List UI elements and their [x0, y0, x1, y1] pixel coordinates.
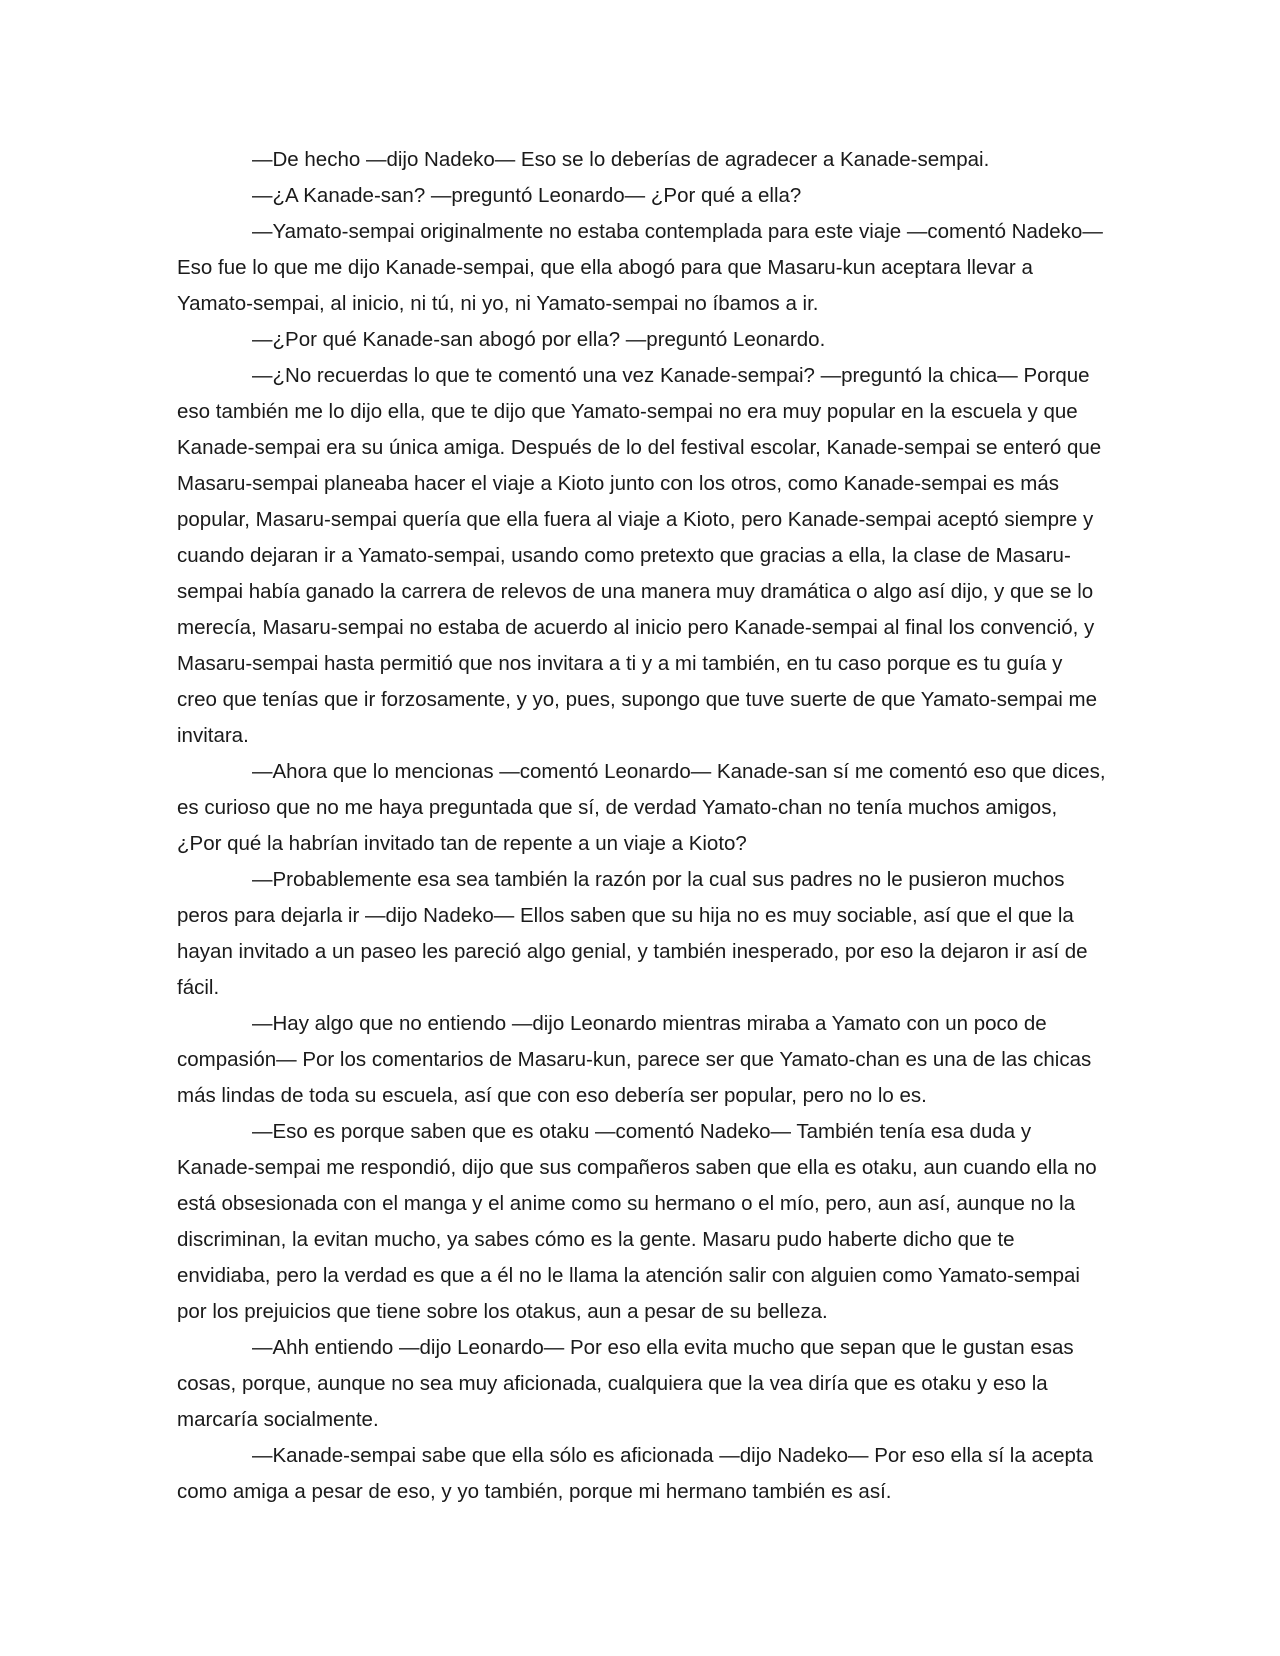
paragraph: —De hecho —dijo Nadeko— Eso se lo deberías de agradecer a Kanade-sempai.	[252, 148, 990, 171]
body-text	[177, 142, 1107, 1510]
paragraph: —Eso es porque saben que es otaku —comentó Nadeko— También tenía esa duda y Kanade-sempai me respondió, dijo que sus compañeros saben que ella es otaku, aun cuando ella no está obsesionada con el manga y el anime como su hermano o el mío, pero, aun así, aunque no la discriminan, la evitan mucho, ya sabes cómo es la gente. Masaru pudo haberte dicho que te envidiaba, pero la verdad es que a él no le llama la atención salir con alguien como Yamato-sempai por los prejuicios que tiene sobre los otakus, aun a pesar de su belleza.	[177, 1120, 1097, 1323]
paragraph: —Kanade-sempai sabe que ella sólo es aficionada —dijo Nadeko— Por eso ella sí la acepta como amiga a pesar de eso, y yo también, porque mi hermano también es así.	[177, 1444, 1094, 1503]
paragraph: —¿A Kanade-san? —preguntó Leonardo— ¿Por qué a ella?	[252, 184, 802, 207]
paragraph: —Yamato-sempai originalmente no estaba contemplada para este viaje —comentó Nadeko— Eso fue lo que me dijo Kanade-sempai, que ella abogó para que Masaru-kun aceptara llevar a Yamato-sempai, al inicio, ni tú, ni yo, ni Yamato-sempai no íbamos a ir.	[177, 220, 1103, 315]
paragraph: —Hay algo que no entiendo —dijo Leonardo mientras miraba a Yamato con un poco de compasión— Por los comentarios de Masaru-kun, parece ser que Yamato-chan es una de las chicas más lindas de toda su escuela, así que con eso debería ser popular, pero no lo es.	[177, 1012, 1092, 1107]
paragraph: —¿Por qué Kanade-san abogó por ella? —preguntó Leonardo.	[252, 328, 826, 351]
paragraph: —Probablemente esa sea también la razón por la cual sus padres no le pusieron muchos peros para dejarla ir —dijo Nadeko— Ellos saben que su hija no es muy sociable, así que el que la hayan invitado a un paseo les pareció algo genial, y también inesperado, por eso la dejaron ir así de fácil.	[177, 868, 1088, 999]
paragraph: —Ahh entiendo —dijo Leonardo— Por eso ella evita mucho que sepan que le gustan esas cosas, porque, aunque no sea muy aficionada, cualquiera que la vea diría que es otaku y eso la marcaría socialmente.	[177, 1336, 1074, 1431]
paragraph: —¿No recuerdas lo que te comentó una vez Kanade-sempai? —preguntó la chica— Porque eso también me lo dijo ella, que te dijo que Yamato-sempai no era muy popular en la escuela y que Kanade-sempai era su única amiga. Después de lo del festival escolar, Kanade-sempai se enteró que Masaru-sempai planeaba hacer el viaje a Kioto junto con los otros, como Kanade-sempai es más popular, Masaru-sempai quería que ella fuera al viaje a Kioto, pero Kanade-sempai aceptó siempre y cuando dejaran ir a Yamato-sempai, usando como pretexto que gracias a ella, la clase de Masaru-sempai había ganado la carrera de relevos de una manera muy dramática o algo así dijo, y que se lo merecía, Masaru-sempai no estaba de acuerdo al inicio pero Kanade-sempai al final los convenció, y Masaru-sempai hasta permitió que nos invitara a ti y a mi también, en tu caso porque es tu guía y creo que tenías que ir forzosamente, y yo, pues, supongo que tuve suerte de que Yamato-sempai me invitara.	[177, 364, 1102, 747]
paragraph: —Ahora que lo mencionas —comentó Leonardo— Kanade-san sí me comentó eso que dices, es curioso que no me haya preguntada que sí, de verdad Yamato-chan no tenía muchos amigos, ¿Por qué la habrían invitado tan de repente a un viaje a Kioto?	[177, 760, 1106, 855]
